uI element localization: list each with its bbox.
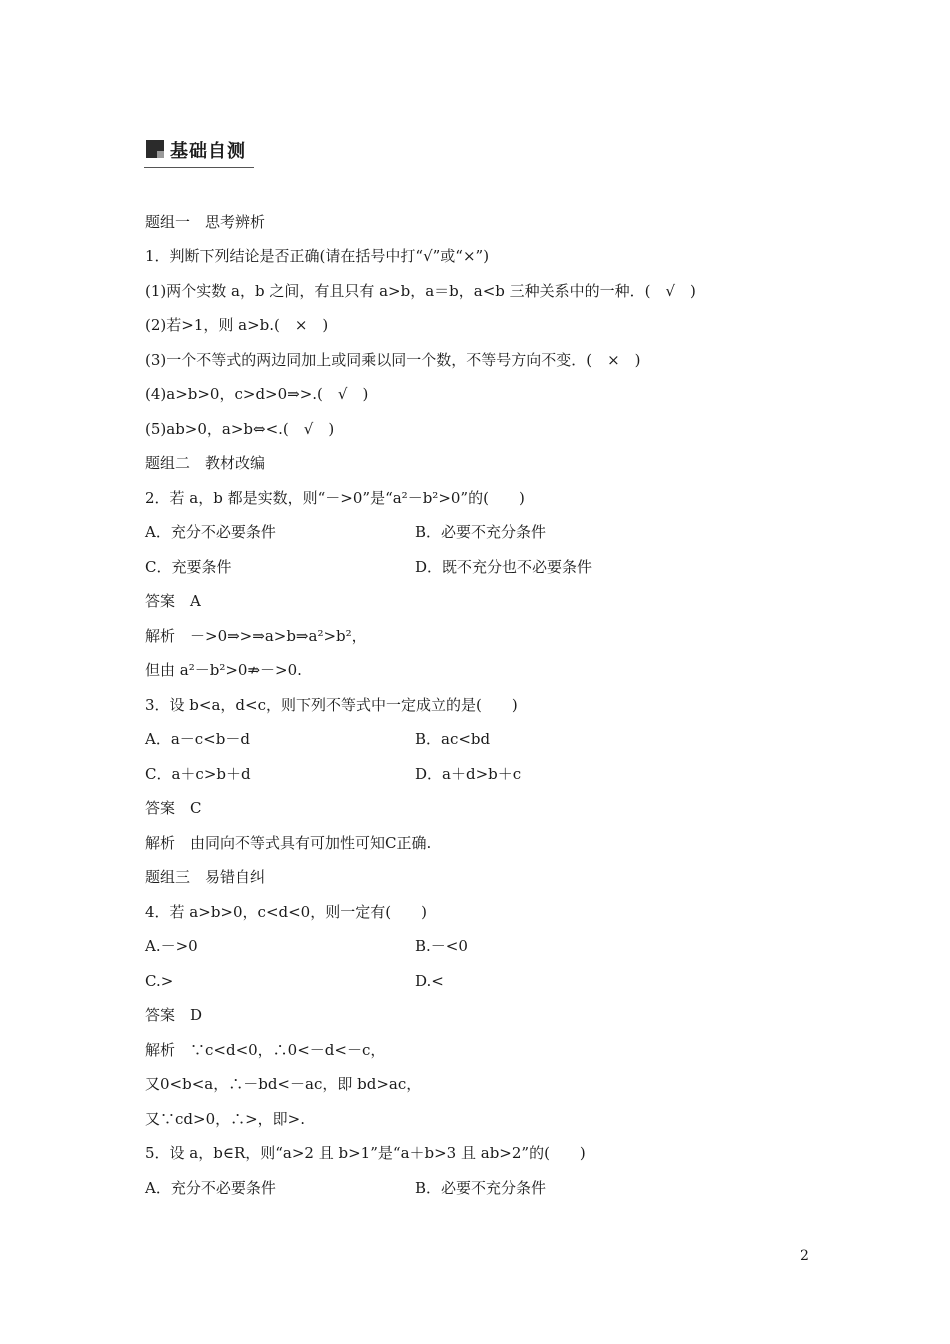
q2-option-c: C．充要条件	[145, 558, 232, 576]
analysis-4a: 解析 ∵c<d<0，∴0<－d<－c，	[145, 1041, 386, 1059]
question-1: 1．判断下列结论是否正确(请在括号中打“√”或“×”)	[145, 247, 490, 265]
analysis-3: 解析 由同向不等式具有可加性可知C正确.	[145, 834, 432, 852]
statement-2: (2)若>1，则 a>b.( × )	[145, 316, 329, 334]
q2-option-a: A．充分不必要条件	[145, 523, 276, 541]
section-title: 基础自测	[170, 141, 246, 162]
answer-4: 答案 D	[145, 1006, 203, 1024]
statement-5: (5)ab>0，a>b⇔<.( √ )	[145, 420, 335, 438]
q5-option-a: A．充分不必要条件	[145, 1179, 276, 1197]
question-3: 3．设 b<a，d<c，则下列不等式中一定成立的是( )	[145, 696, 518, 714]
q3-option-d: D．a＋d>b＋c	[415, 765, 522, 783]
analysis-2b: 但由 a²－b²>0⇏－>0.	[145, 661, 302, 679]
group-heading-3: 题组三 易错自纠	[145, 868, 266, 886]
section-header	[144, 137, 254, 168]
q3-option-b: B．ac<bd	[415, 730, 491, 748]
answer-3: 答案 C	[145, 799, 202, 817]
statement-4: (4)a>b>0，c>d>0⇒>.( √ )	[145, 385, 369, 403]
q3-option-a: A．a－c<b－d	[145, 730, 250, 748]
question-5: 5．设 a，b∈R，则“a>2 且 b>1”是“a＋b>3 且 ab>2”的( )	[145, 1144, 586, 1162]
q2-option-b: B．必要不充分条件	[415, 523, 547, 541]
group-heading-1: 题组一 思考辨析	[145, 213, 266, 231]
group-heading-2: 题组二 教材改编	[145, 454, 266, 472]
q2-option-d: D．既不充分也不必要条件	[415, 558, 593, 576]
q4-option-c: C.>	[145, 972, 174, 990]
analysis-4c: 又∵cd>0，∴>，即>.	[145, 1110, 306, 1128]
q4-option-b: B.－<0	[415, 937, 468, 955]
statement-3: (3)一个不等式的两边同加上或同乘以同一个数，不等号方向不变．( × )	[145, 351, 641, 369]
statement-1: (1)两个实数 a，b 之间，有且只有 a>b，a＝b，a<b 三种关系中的一种．( √ )	[145, 282, 696, 300]
q4-option-a: A.－>0	[145, 937, 198, 955]
question-2: 2．若 a，b 都是实数，则“－>0”是“a²－b²>0”的( )	[145, 489, 525, 507]
analysis-2a: 解析 －>0⇒>⇒a>b⇒a²>b²，	[145, 627, 367, 645]
page-number: 2	[800, 1248, 809, 1264]
q4-option-d: D.<	[415, 972, 444, 990]
answer-2: 答案 A	[145, 592, 201, 610]
analysis-4b: 又0<b<a，∴－bd<－ac，即 bd>ac，	[145, 1075, 422, 1093]
question-4: 4．若 a>b>0，c<d<0，则一定有( )	[145, 903, 427, 921]
q3-option-c: C．a＋c>b＋d	[145, 765, 251, 783]
section-square-icon	[146, 140, 164, 158]
q5-option-b: B．必要不充分条件	[415, 1179, 547, 1197]
